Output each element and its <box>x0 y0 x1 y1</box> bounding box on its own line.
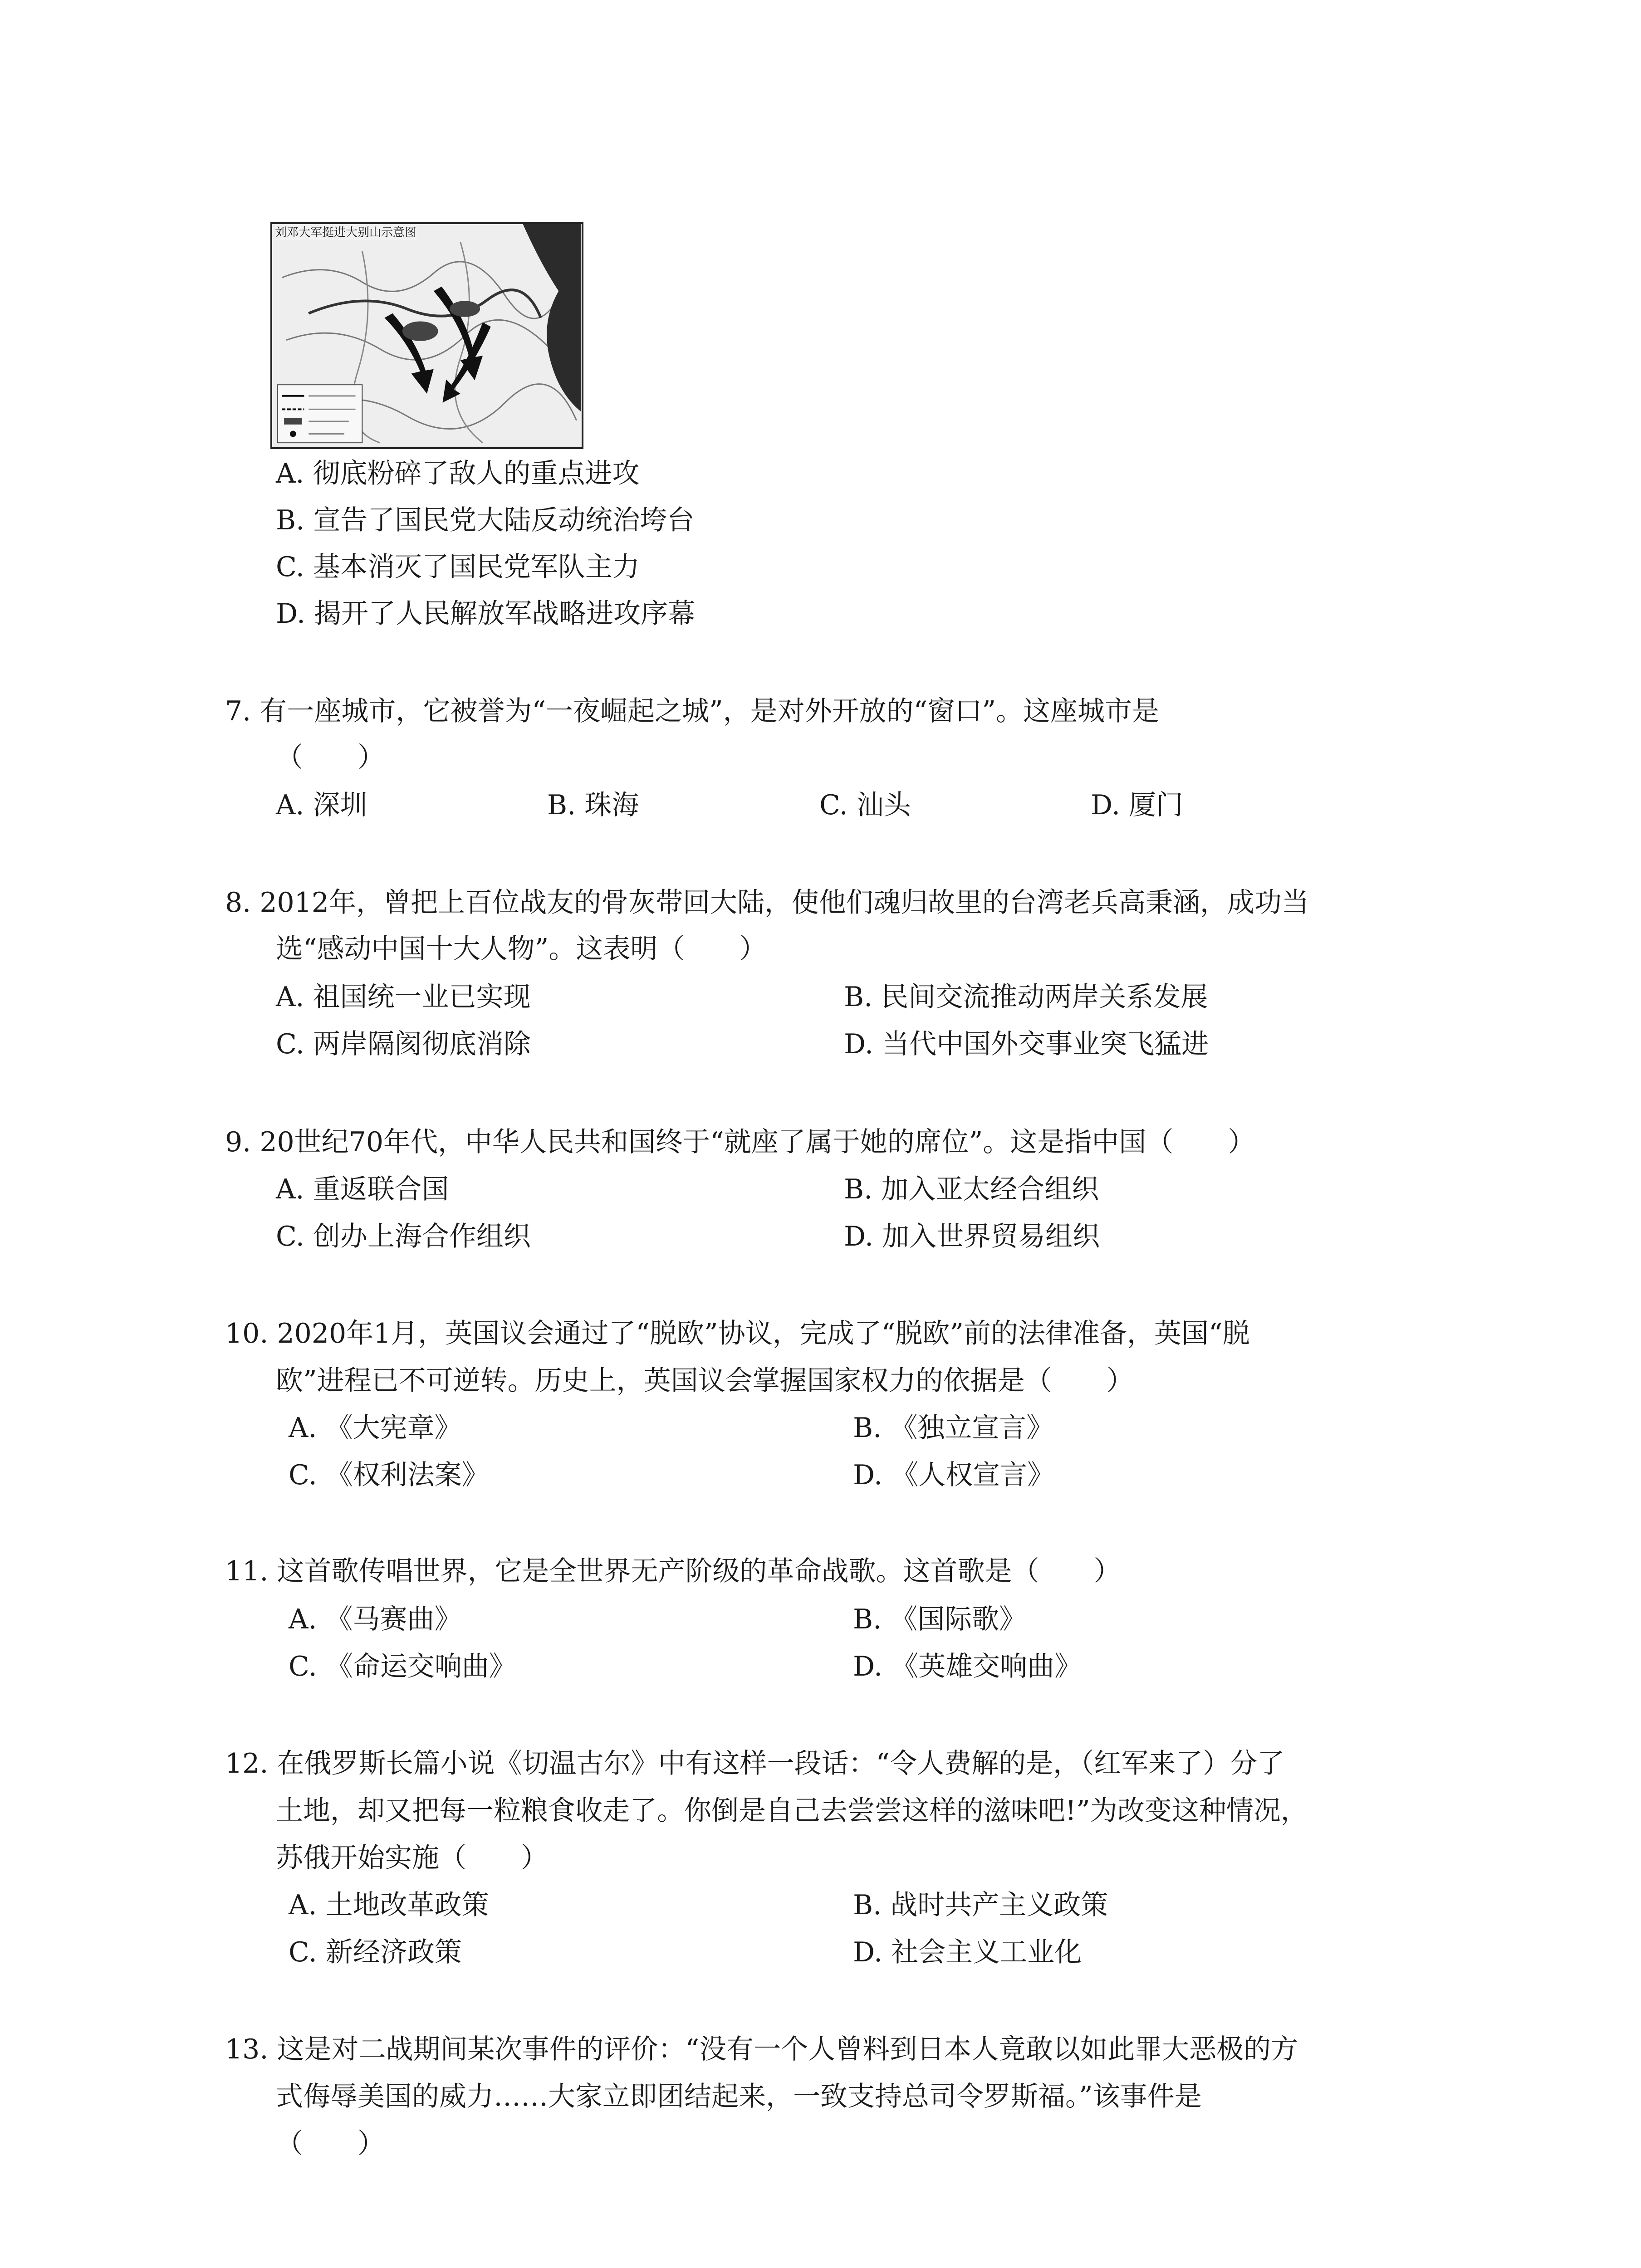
q9-option-d: D. 加入世界贸易组织 <box>844 1221 1100 1252</box>
q7-option-b: B. 珠海 <box>547 789 639 821</box>
q6-option-a: A. 彻底粉碎了敌人的重点进攻 <box>276 458 640 489</box>
q10-stem-line1: 10. 2020年1月，英国议会通过了“脱欧”协议，完成了“脱欧”前的法律准备，英国“脱 <box>225 1318 1250 1349</box>
q10-option-c: C. 《权利法案》 <box>289 1459 489 1491</box>
q12-stem-line2: 土地，却又把每一粒粮食收走了。你倒是自己去尝尝这样的滋味吧!”为改变这种情况， <box>276 1795 1308 1827</box>
q7-stem-line1: 7. 有一座城市，它被誉为“一夜崛起之城”，是对外开放的“窗口”。这座城市是 <box>225 695 1160 727</box>
q6-option-c: C. 基本消灭了国民党军队主力 <box>276 551 640 583</box>
figure-caption: 刘邓大军挺进大别山示意图 <box>275 226 417 240</box>
q8-option-a: A. 祖国统一业已实现 <box>276 981 531 1013</box>
q11-option-c: C. 《命运交响曲》 <box>289 1651 516 1682</box>
q8-stem-line1: 8. 2012年，曾把上百位战友的骨灰带回大陆，使他们魂归故里的台湾老兵高秉涵，成功当 <box>225 887 1309 919</box>
q8-option-c: C. 两岸隔阂彻底消除 <box>276 1028 531 1060</box>
q10-option-b: B. 《独立宣言》 <box>853 1412 1054 1444</box>
q9-option-c: C. 创办上海合作组织 <box>276 1221 531 1252</box>
q11-stem-line1: 11. 这首歌传唱世界，它是全世界无产阶级的革命战歌。这首歌是（ ） <box>225 1555 1121 1587</box>
q7-stem-line2: （ ） <box>276 742 385 773</box>
q12-stem-line1: 12. 在俄罗斯长篇小说《切温古尔》中有这样一段话：“令人费解的是，（红军来了）分了 <box>225 1748 1285 1779</box>
q12-option-c: C. 新经济政策 <box>289 1936 462 1968</box>
q7-option-d: D. 厦门 <box>1091 789 1184 821</box>
q12-option-b: B. 战时共产主义政策 <box>853 1889 1108 1921</box>
q6-option-d: D. 揭开了人民解放军战略进攻序幕 <box>276 598 696 630</box>
q11-option-b: B. 《国际歌》 <box>853 1603 1027 1635</box>
q13-stem-line3: （ ） <box>276 2128 385 2160</box>
map-figure <box>270 222 583 449</box>
q8-stem-line2: 选“感动中国十大人物”。这表明（ ） <box>276 933 767 965</box>
q9-option-a: A. 重返联合国 <box>276 1173 449 1205</box>
q10-option-a: A. 《大宪章》 <box>289 1412 462 1444</box>
q9-option-b: B. 加入亚太经合组织 <box>844 1173 1099 1205</box>
q6-option-b: B. 宣告了国民党大陆反动统治垮台 <box>276 504 695 536</box>
q9-stem-line1: 9. 20世纪70年代，中华人民共和国终于“就座了属于她的席位”。这是指中国（ ） <box>225 1126 1255 1158</box>
q7-option-c: C. 汕头 <box>819 789 911 821</box>
q12-option-a: A. 土地改革政策 <box>289 1889 489 1921</box>
q7-option-a: A. 深圳 <box>276 789 367 821</box>
q10-option-d: D. 《人权宣言》 <box>853 1459 1055 1491</box>
q13-stem-line2: 式侮辱美国的威力……大家立即团结起来，一致支持总司令罗斯福。”该事件是 <box>276 2081 1202 2112</box>
q11-option-a: A. 《马赛曲》 <box>289 1603 462 1635</box>
q8-option-b: B. 民间交流推动两岸关系发展 <box>844 981 1208 1013</box>
q10-stem-line2: 欧”进程已不可逆转。历史上，英国议会掌握国家权力的依据是（ ） <box>276 1365 1134 1397</box>
q12-option-d: D. 社会主义工业化 <box>853 1936 1082 1968</box>
map-icon <box>272 224 582 447</box>
q12-stem-line3: 苏俄开始实施（ ） <box>276 1842 548 1874</box>
q8-option-d: D. 当代中国外交事业突飞猛进 <box>844 1028 1209 1060</box>
q11-option-d: D. 《英雄交响曲》 <box>853 1651 1082 1682</box>
q13-stem-line1: 13. 这是对二战期间某次事件的评价：“没有一个人曾料到日本人竟敢以如此罪大恶极的方 <box>225 2033 1298 2065</box>
